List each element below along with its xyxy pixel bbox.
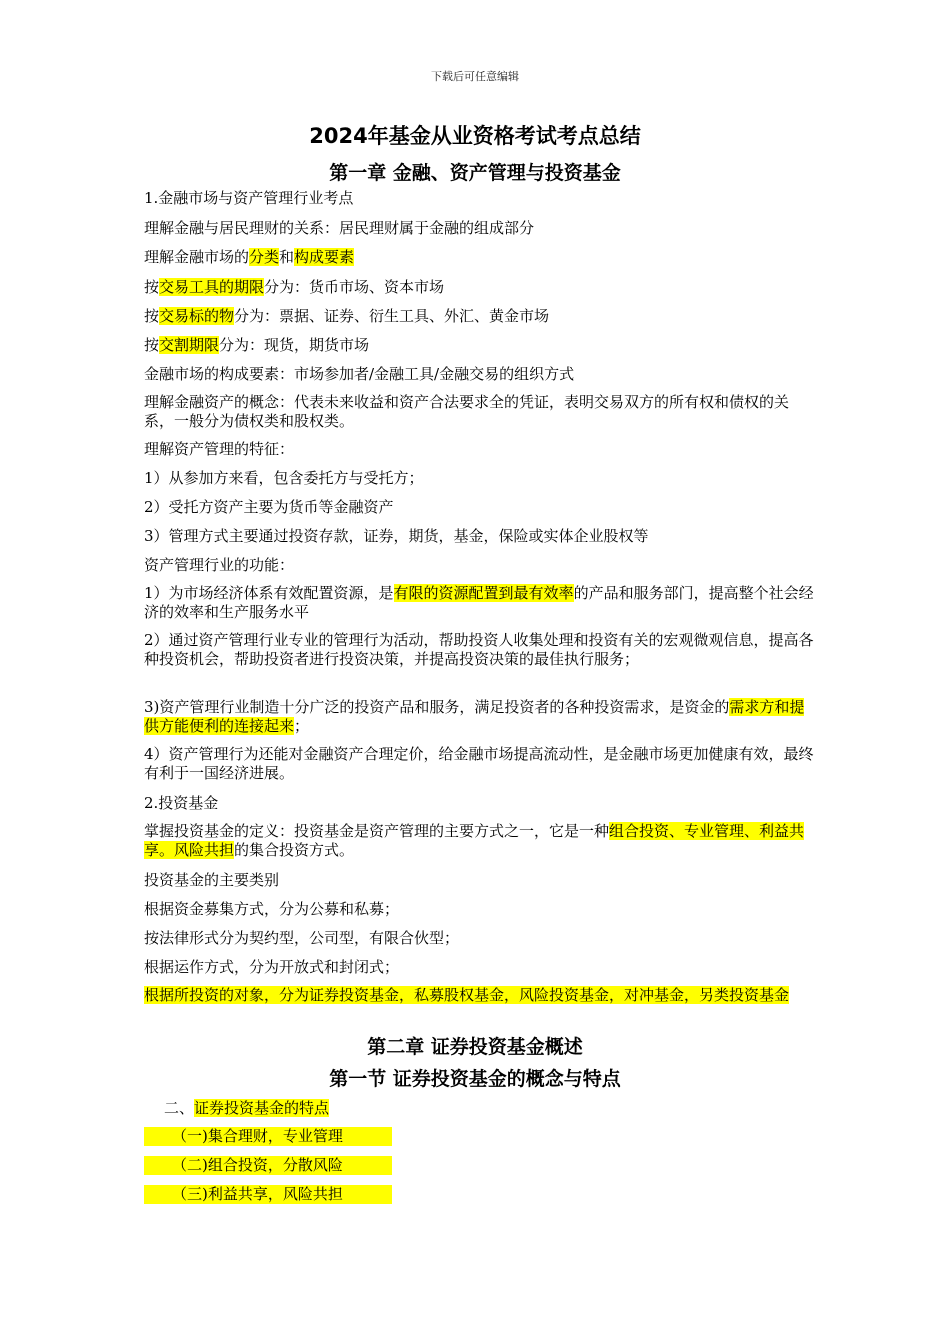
paragraph: 2.投资基金	[144, 794, 219, 812]
paragraph: 2）通过资产管理行业专业的管理行为活动，帮助投资人收集处理和投资有关的宏观微观信息，提高各种投资机会，帮助投资者进行投资决策，并提高投资决策的最佳执行服务；	[144, 631, 814, 668]
paragraph: 根据资金募集方式，分为公募和私募；	[144, 900, 400, 918]
paragraph: 3）管理方式主要通过投资存款，证券，期货，基金，保险或实体企业股权等	[144, 527, 649, 545]
paragraph: 投资基金的主要类别	[144, 871, 280, 889]
highlighted-text: 需求方和提供方能便利的连接起来	[144, 698, 805, 735]
text: 分为：票据、证券、衍生工具、外汇、黄金市场	[234, 307, 550, 325]
paragraph	[144, 336, 814, 355]
text: 按	[144, 307, 160, 325]
paragraph: 金融市场的构成要素：市场参加者/金融工具/金融交易的组织方式	[144, 365, 575, 383]
text: ；	[294, 717, 310, 735]
list-item: （一)集合理财，专业管理	[172, 1127, 343, 1145]
text: 二、	[164, 1099, 195, 1117]
paragraph	[144, 822, 814, 860]
text: 理解金融市场的	[144, 248, 250, 266]
paragraph: 1）从参加方来看，包含委托方与受托方；	[144, 469, 424, 487]
text: 1）为市场经济体系有效配置资源，是	[144, 584, 394, 602]
highlighted-text: 证券投资基金的特点	[194, 1099, 330, 1117]
highlighted-text: 组合投资、专业管理、利益共享。风险共担	[144, 822, 805, 859]
page-header: 下载后可任意编辑	[431, 70, 519, 83]
text: 和	[279, 248, 295, 266]
paragraph: 根据运作方式，分为开放式和封闭式；	[144, 958, 400, 976]
highlighted-text: 构成要素	[294, 248, 355, 266]
text: 分为：现货，期货市场	[219, 336, 370, 354]
paragraph: 4）资产管理行为还能对金融资产合理定价，给金融市场提高流动性，是金融市场更加健康有效，最终有利于一国经济进展。	[144, 745, 814, 782]
text: 掌握投资基金的定义：投资基金是资产管理的主要方式之一，它是一种	[144, 822, 610, 840]
paragraph: 理解资产管理的特征：	[144, 440, 295, 458]
paragraph: 2）受托方资产主要为货币等金融资产	[144, 498, 394, 516]
text: 的集合投资方式。	[234, 841, 355, 859]
highlighted-text: 根据所投资的对象，分为证券投资基金，私募股权基金，风险投资基金，对冲基金，另类投资基金	[144, 986, 790, 1004]
list-item: （二)组合投资，分散风险	[172, 1156, 343, 1174]
highlighted-text: 交易工具的期限	[159, 278, 265, 296]
paragraph	[144, 986, 814, 1005]
paragraph: 理解金融与居民理财的关系：居民理财属于金融的组成部分	[144, 219, 535, 237]
chapter-2-title: 第二章 证券投资基金概述	[367, 1036, 583, 1058]
paragraph	[144, 307, 814, 326]
text: 按	[144, 278, 160, 296]
highlighted-text: 分类	[249, 248, 280, 266]
text: 3)资产管理行业制造十分广泛的投资产品和服务，满足投资者的各种投资需求，是资金的	[144, 698, 730, 716]
highlighted-text: 交易标的物	[159, 307, 235, 325]
text: 按	[144, 336, 160, 354]
document-title: 2024年基金从业资格考试考点总结	[309, 124, 641, 148]
highlighted-text: 交割期限	[159, 336, 220, 354]
paragraph	[144, 278, 814, 297]
paragraph: 1.金融市场与资产管理行业考点	[144, 189, 354, 207]
paragraph	[144, 248, 814, 267]
paragraph	[164, 1099, 814, 1118]
paragraph: 理解金融资产的概念：代表未来收益和资产合法要求全的凭证，表明交易双方的所有权和债权的关系，一般分为债权类和股权类。	[144, 393, 790, 430]
text: 分为：货币市场、资本市场	[264, 278, 445, 296]
text: 的产品和服务部门，提高整个社会经济的效率和生产服务水平	[144, 584, 814, 621]
paragraph: 按法律形式分为契约型，公司型，有限合伙型；	[144, 929, 460, 947]
chapter-1-title: 第一章 金融、资产管理与投资基金	[329, 162, 621, 184]
list-item: （三)利益共享，风险共担	[172, 1185, 343, 1203]
highlighted-text: 有限的资源配置到最有效率	[393, 584, 574, 602]
section-1-title: 第一节 证券投资基金的概念与特点	[329, 1068, 621, 1090]
paragraph: 资产管理行业的功能：	[144, 556, 295, 574]
paragraph	[144, 584, 814, 622]
paragraph	[144, 698, 814, 736]
